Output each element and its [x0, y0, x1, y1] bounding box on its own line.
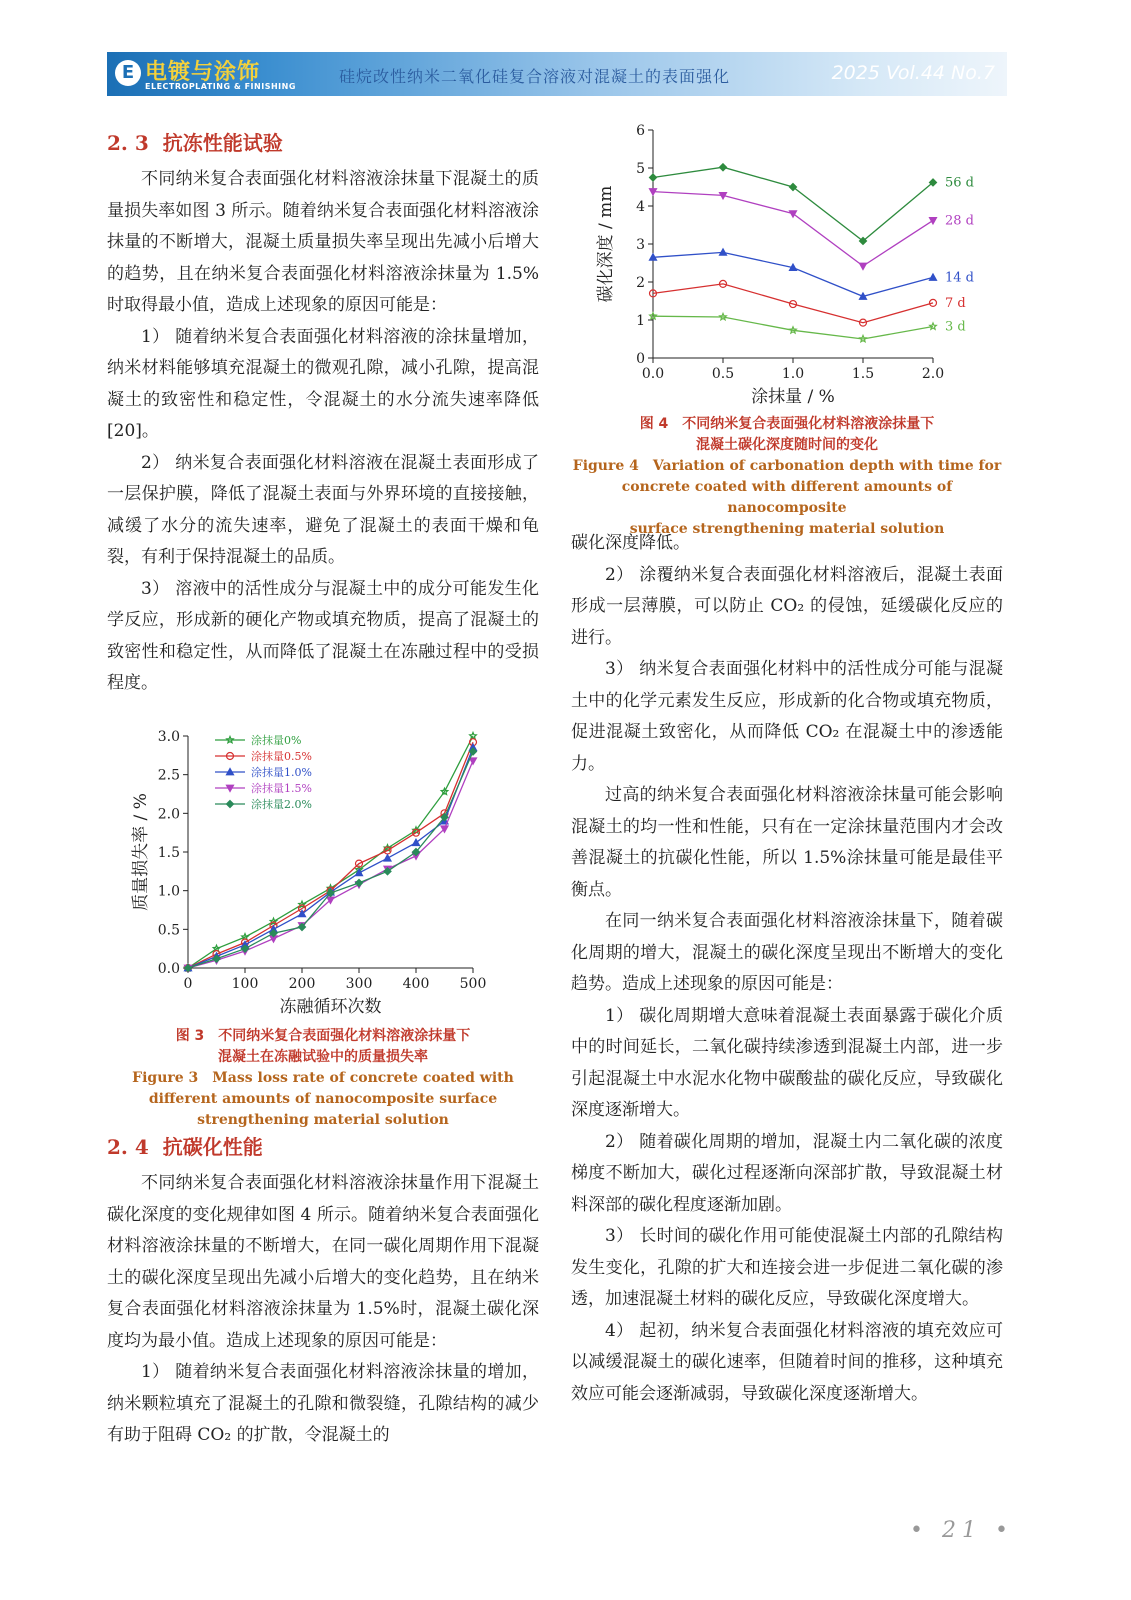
series-line	[653, 252, 933, 296]
x-axis-label: 冻融循环次数	[279, 997, 382, 1017]
figure-caption-en: surface strengthening material solution	[629, 521, 945, 537]
y-tick-label: 2	[636, 275, 645, 291]
series-label: 7 d	[945, 295, 966, 311]
legend-label: 涂抹量1.0%	[251, 766, 312, 779]
x-axis-label: 涂抹量 / %	[751, 387, 835, 407]
series-label: 28 d	[945, 213, 974, 229]
y-tick-label: 1.0	[157, 883, 180, 900]
series-line	[188, 748, 473, 968]
data-point	[930, 323, 937, 329]
x-tick-label: 1.0	[781, 366, 805, 382]
figure-4	[571, 118, 1003, 540]
journal-logo-subtitle: ELECTROPLATING & FINISHING	[145, 82, 296, 91]
y-tick-label: 1	[636, 313, 645, 329]
paragraph: 3） 纳米复合表面强化材料中的活性成分可能与混凝土中的化学元素发生反应，形成新的化合物或填充物质，促进混凝土致密化，从而降低 CO₂ 在混凝土中的渗透能力。	[571, 659, 1003, 774]
figure-caption-en: different amounts of nanocomposite surface	[148, 1091, 498, 1107]
y-tick-label: 2.5	[157, 767, 180, 784]
paragraph: 碳化深度降低。	[571, 533, 690, 553]
figure-caption-cn: 混凝土碳化深度随时间的变化	[696, 437, 878, 453]
x-tick-label: 300	[345, 976, 373, 992]
legend-label: 涂抹量1.5%	[251, 782, 312, 795]
journal-header	[107, 52, 1007, 96]
journal-logo-text: 电镀与涂饰	[145, 59, 261, 85]
data-point	[470, 733, 477, 739]
carbonation-depth-chart	[571, 118, 1003, 410]
mass-loss-chart	[107, 725, 539, 1020]
data-point	[650, 174, 657, 181]
y-tick-label: 0.5	[157, 922, 180, 939]
left-column	[107, 128, 539, 700]
x-tick-label: 500	[459, 976, 487, 992]
paragraph: 2） 涂覆纳米复合表面强化材料溶液后，混凝土表面形成一层薄膜，可以防止 CO₂ 的侵蚀，延缓碳化反应的进行。	[571, 564, 1003, 648]
series-line	[188, 742, 473, 968]
x-tick-label: 400	[402, 976, 430, 992]
data-point	[470, 758, 477, 764]
x-tick-label: 0	[183, 976, 193, 992]
x-tick-label: 200	[288, 976, 316, 992]
section-number: 2. 3	[107, 131, 149, 155]
x-tick-label: 2.0	[921, 366, 945, 382]
data-point	[930, 218, 937, 224]
right-column	[571, 528, 1003, 1410]
figure-caption-en: Figure 4 Variation of carbonation depth with time for	[572, 458, 1002, 474]
paragraph: 3） 长时间的碳化作用可能使混凝土内部的孔隙结构发生变化，孔隙的扩大和连接会进一步促进二氧化碳的渗透，加速混凝土材料的碳化反应，导致碳化深度增大。	[571, 1226, 1003, 1309]
data-point	[384, 855, 391, 861]
paragraph: 不同纳米复合表面强化材料溶液涂抹量作用下混凝土碳化深度的变化规律如图 4 所示。随着纳米复合表面强化材料溶液涂抹量的不断增大，在同一碳化周期作用下混凝土的碳化深度呈现出先减小后增大的变化趋势，且在纳米复合表面强化材料溶液涂抹量为 1.5%时，混凝土碳化深度均为最小值。造成上述现象的原因可能是：	[107, 1173, 539, 1351]
paragraph: 3） 溶液中的活性成分与混凝土中的成分可能发生化学反应，形成新的硬化产物或填充物质，提高了混凝土的致密性和稳定性，从而降低了混凝土在冻融过程中的受损程度。	[107, 578, 539, 693]
paragraph: 2） 随着碳化周期的增加，混凝土内二氧化碳的浓度梯度不断加大，碳化过程逐渐向深部扩散，导致混凝土材料深部的碳化程度逐渐加剧。	[571, 1131, 1003, 1215]
series-label: 56 d	[945, 175, 974, 191]
paragraph: 2） 纳米复合表面强化材料溶液在混凝土表面形成了一层保护膜，降低了混凝土表面与外界环境的直接接触，减缓了水分的流失速率，避免了混凝土的表面干燥和龟裂，有利于保持混凝土的品质。	[107, 452, 539, 567]
y-axis-label: 质量损失率 / %	[131, 793, 151, 911]
x-tick-label: 100	[231, 976, 259, 992]
paragraph: 4） 起初，纳米复合表面强化材料溶液的填充效应可以减缓混凝土的碳化速率，但随着时间的推移，这种填充效应可能会逐渐减弱，导致碳化深度逐渐增大。	[571, 1320, 1003, 1404]
series-line	[188, 752, 473, 969]
figure-caption-cn: 图 4 不同纳米复合表面强化材料溶液涂抹量下	[639, 416, 935, 432]
issue-info: 2025 Vol.44 No.7	[831, 62, 995, 84]
y-tick-label: 1.5	[157, 845, 180, 861]
section-title: 抗碳化性能	[162, 1135, 263, 1159]
series-label: 3 d	[945, 319, 966, 335]
paragraph: 1） 随着纳米复合表面强化材料溶液涂抹量的增加，纳米颗粒填充了混凝土的孔隙和微裂缝，孔隙结构的减少有助于阻碍 CO₂ 的扩散，令混凝土的	[107, 1362, 539, 1445]
figure-caption-en: Figure 3 Mass loss rate of concrete coated with	[132, 1070, 514, 1086]
figure-caption-cn: 混凝土在冻融试验中的质量损失率	[218, 1049, 428, 1065]
y-tick-label: 0	[636, 351, 645, 367]
journal-logo-icon: E	[115, 60, 141, 86]
data-point	[860, 263, 867, 269]
x-tick-label: 1.5	[851, 366, 875, 382]
data-point	[930, 274, 937, 280]
legend-label: 涂抹量0.5%	[251, 750, 312, 763]
y-tick-label: 6	[636, 123, 645, 139]
left-column-lower	[107, 1132, 539, 1452]
figure-caption-en: strengthening material solution	[197, 1112, 449, 1128]
section-heading	[107, 1132, 539, 1162]
section-heading	[107, 128, 539, 158]
running-title: 硅烷改性纳米二氧化硅复合溶液对混凝土的表面强化	[339, 67, 731, 86]
page-number: • 21 •	[910, 1518, 1014, 1543]
section-number: 2. 4	[107, 1135, 149, 1159]
section-title: 抗冻性能试验	[162, 131, 283, 155]
series-label: 14 d	[945, 270, 974, 286]
paragraph: 过高的纳米复合表面强化材料溶液涂抹量可能会影响混凝土的均一性和性能，只有在一定涂抹量范围内才会改善混凝土的抗碳化性能，所以 1.5%涂抹量可能是最佳平衡点。	[571, 785, 1003, 900]
x-tick-label: 0.5	[711, 366, 735, 382]
y-tick-label: 5	[636, 161, 645, 177]
figure-3	[107, 725, 539, 1131]
paragraph: 1） 碳化周期增大意味着混凝土表面暴露于碳化介质中的时间延长，二氧化碳持续渗透到混凝土内部，进一步引起混凝土中水泥水化物中碳酸盐的碳化反应，导致碳化深度逐渐增大。	[571, 1005, 1003, 1120]
paragraph: 1） 随着纳米复合表面强化材料溶液的涂抹量增加，纳米材料能够填充混凝土的微观孔隙，减小孔隙，提高混凝土的致密性和稳定性，令混凝土的水分流失速率降低[20]。	[107, 326, 539, 441]
data-point	[720, 164, 727, 171]
series-line	[653, 167, 933, 241]
x-tick-label: 0.0	[641, 366, 665, 382]
figure-caption-en: concrete coated with different amounts of nanocomposite	[621, 479, 953, 516]
y-tick-label: 2.0	[157, 806, 180, 823]
y-tick-label: 4	[636, 199, 645, 215]
paragraph: 在同一纳米复合表面强化材料溶液涂抹量下，随着碳化周期的增大，混凝土的碳化深度呈现出不断增大的变化趋势。造成上述现象的原因可能是：	[571, 911, 1003, 994]
data-point	[227, 801, 234, 808]
figure-caption-cn: 图 3 不同纳米复合表面强化材料溶液涂抹量下	[175, 1028, 471, 1044]
paragraph: 不同纳米复合表面强化材料溶液涂抹量下混凝土的质量损失率如图 3 所示。随着纳米复合表面强化材料溶液涂抹量的不断增大，混凝土质量损失率呈现出先减小后增大的趋势，且在纳米复合表面强化材料溶液涂抹量为 1.5%时取得最小值，造成上述现象的原因可能是：	[107, 169, 539, 315]
y-axis-label: 碳化深度 / mm	[596, 185, 616, 303]
y-tick-label: 0.0	[157, 961, 180, 977]
legend-label: 涂抹量0%	[251, 734, 302, 747]
y-tick-label: 3.0	[157, 729, 180, 745]
series-line	[188, 761, 473, 968]
legend-label: 涂抹量2.0%	[251, 798, 312, 811]
y-tick-label: 3	[636, 237, 645, 253]
